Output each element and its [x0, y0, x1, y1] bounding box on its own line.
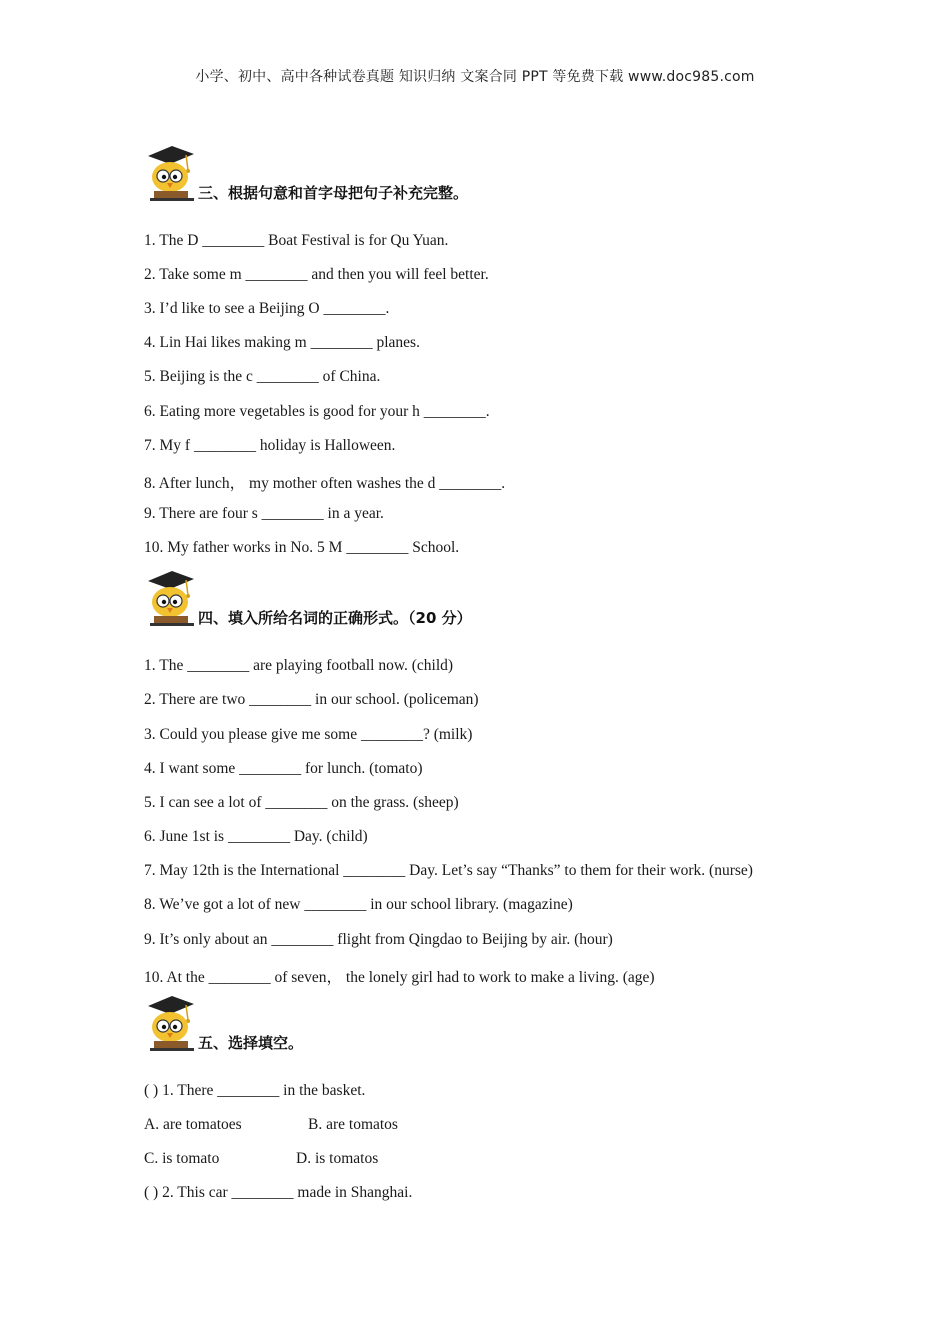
- list-item: 10. My father works in No. 5 M ________ School.: [144, 539, 460, 556]
- list-item: 8. After lunch， my mother often washes the d ________.: [144, 475, 506, 492]
- list-item: 3. I’d like to see a Beijing O ________.: [144, 300, 390, 317]
- page-header: 小学、初中、高中各种试卷真题 知识归纳 文案合同 PPT 等免费下载 www.doc985.com: [195, 69, 755, 85]
- list-item: 6. Eating more vegetables is good for your h ________.: [144, 403, 490, 420]
- list-item: 3. Could you please give me some ________? (milk): [144, 726, 473, 743]
- list-item: 2. There are two ________ in our school. (policeman): [144, 691, 479, 708]
- option-b: B. are tomatos: [308, 1116, 398, 1133]
- list-item: 8. We’ve got a lot of new ________ in our school library. (magazine): [144, 896, 573, 913]
- list-item: 2. Take some m ________ and then you will feel better.: [144, 266, 489, 283]
- section-4: [140, 569, 940, 989]
- list-item: 7. May 12th is the International ________ Day. Let’s say “Thanks” to them for their work. (nurse): [144, 862, 753, 879]
- section-3-title: 三、根据句意和首字母把句子补充完整。: [198, 184, 469, 202]
- option-d: D. is tomatos: [296, 1150, 379, 1167]
- list-item: 9. There are four s ________ in a year.: [144, 505, 384, 522]
- question-1: ( ) 1. There ________ in the basket.: [144, 1082, 366, 1099]
- section-3-heading: [140, 144, 840, 202]
- list-item: 4. I want some ________ for lunch. (tomato): [144, 760, 423, 777]
- option-a: A. are tomatoes: [144, 1116, 242, 1133]
- list-item: 9. It’s only about an ________ flight from Qingdao to Beijing by air. (hour): [144, 931, 613, 948]
- section-3: [140, 144, 840, 564]
- list-item: 5. I can see a lot of ________ on the grass. (sheep): [144, 794, 459, 811]
- scholar-mascot-icon: [142, 994, 196, 1052]
- list-item: 7. My f ________ holiday is Halloween.: [144, 437, 396, 454]
- section-5-title: 五、选择填空。: [198, 1034, 304, 1052]
- list-item: 4. Lin Hai likes making m ________ planes.: [144, 334, 420, 351]
- section-5: [140, 994, 840, 1224]
- scholar-mascot-icon: [142, 144, 196, 202]
- question-2: ( ) 2. This car ________ made in Shanghai.: [144, 1184, 413, 1201]
- section-4-heading: [140, 569, 940, 627]
- list-item: 5. Beijing is the c ________ of China.: [144, 368, 381, 385]
- list-item: 1. The D ________ Boat Festival is for Qu Yuan.: [144, 232, 449, 249]
- list-item: 10. At the ________ of seven， the lonely girl had to work to make a living. (age): [144, 969, 655, 986]
- option-c: C. is tomato: [144, 1150, 220, 1167]
- list-item: 1. The ________ are playing football now. (child): [144, 657, 454, 674]
- list-item: 6. June 1st is ________ Day. (child): [144, 828, 368, 845]
- scholar-mascot-icon: [142, 569, 196, 627]
- section-4-title: 四、填入所给名词的正确形式。（20 分）: [198, 609, 472, 627]
- section-5-heading: [140, 994, 840, 1052]
